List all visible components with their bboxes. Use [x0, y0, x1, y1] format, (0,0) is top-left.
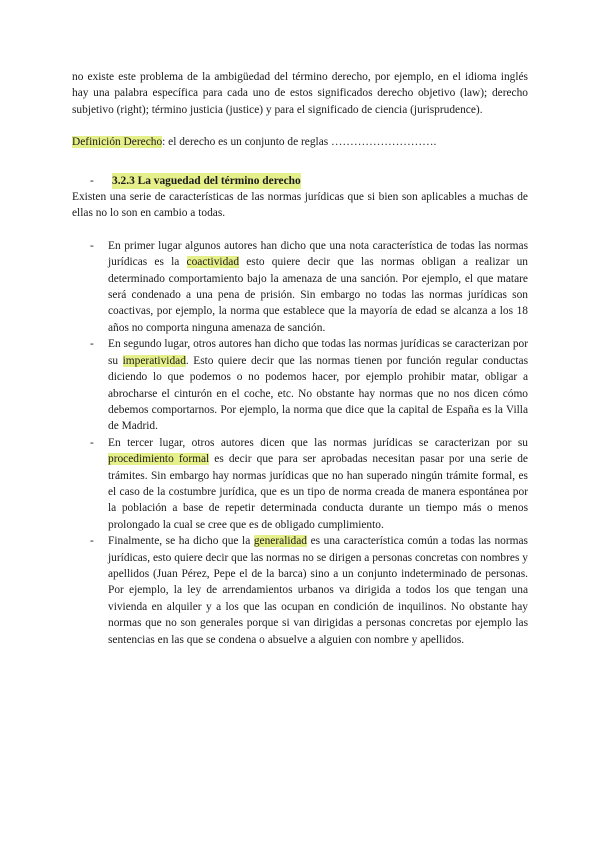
document-page: [72, 69, 528, 648]
list-item: - En segundo lugar, otros autores han dicho que todas las normas jurídicas se caracterizan por su imperatividad. Esto quiere decir que las normas tienen por función regular conductas diciendo lo que podemos o no podemos hacer, por ejemplo prohibir matar, obligar a abrocharse el cinturón en el coche, etc. No obstante hay normas que no nos dicen cómo debemos comportarnos. Por ejemplo, la norma que dice que la capital de España es la Villa de Madrid.: [90, 338, 528, 433]
list-item: - En primer lugar algunos autores han dicho que una nota característica de todas las normas jurídicas es la coactividad esto quiere decir que las normas obligan a realizar un determinado comportamiento bajo la amenaza de una sanción. Por ejemplo, el que matare será condenado a una pena de prisión. Sin embargo no todas las normas jurídicas son coactivas, por ejemplo, la norma que establece que la mayoría de edad se alcanza a los 18 años no comporta ninguna amenaza de sanción.: [90, 239, 528, 334]
heading-text: 3.2.3 La vaguedad del término derecho: [112, 173, 301, 189]
list-item: - En tercer lugar, otros autores dicen que las normas jurídicas se caracterizan por su procedimiento formal es decir que para ser aprobadas necesitan pasar por una serie de trámites. Sin embargo hay normas jurídicas que no han superado ningún trámite formal, es el caso de la costumbre jurídica, que es un tipo de norma creada de manera espontánea por la población a base de repetir determinada conducta durante un tiempo más o menos prolongado la cual se cree que es de obligado cumplimiento.: [90, 436, 528, 531]
highlighted-term: coactividad: [186, 256, 240, 269]
list-item: - Finalmente, se ha dicho que la generalidad es una característica común a todas las normas jurídicas, esto quiere decir que las normas no se dirigen a personas concretas con nombres y apellidos (Juan Pérez, Pepe el de la barca) sino a un conjunto indeterminado de personas. Por ejemplo, la ley de arrendamientos urbanos va dirigida a todos los que tengan una vivienda en alquiler y a los que las ocupan en condición de inquilinos. No obstante hay normas que no son generales porque si van dirigidas a personas concretas por ejemplo las sentencias en las que se condena o absuelve a alguien con nombre y apellidos.: [90, 535, 528, 646]
highlighted-term: imperatividad: [122, 354, 186, 367]
spacer: [72, 222, 528, 238]
list-bullet: -: [90, 535, 94, 548]
intro-paragraph: no existe este problema de la ambigüedad del término derecho, por ejemplo, en el idioma inglés hay una palabra específica para cada uno de estos significados derecho objetivo (law); derecho subjetivo (right); término justicia (justice) y para el significado de ciencia (jurisprudence).: [72, 71, 528, 116]
spacer: [72, 118, 528, 134]
definition-text: : el derecho es un conjunto de reglas ……………………….: [162, 136, 437, 149]
definition-label: Definición Derecho: [72, 136, 163, 149]
definition-paragraph: [72, 134, 528, 150]
heading-bullet: -: [90, 174, 94, 187]
characteristics-list: [72, 238, 528, 648]
section-heading: [90, 173, 528, 189]
list-bullet: -: [90, 239, 94, 252]
section-intro: Existen una serie de características de las normas jurídicas que si bien son aplicables a muchas de ellas no lo son en cambio a todas.: [72, 191, 528, 220]
highlighted-term: generalidad: [253, 535, 307, 548]
list-bullet: -: [90, 338, 94, 351]
spacer: [72, 151, 528, 173]
list-bullet: -: [90, 436, 94, 449]
highlighted-term: procedimiento formal: [108, 453, 210, 466]
